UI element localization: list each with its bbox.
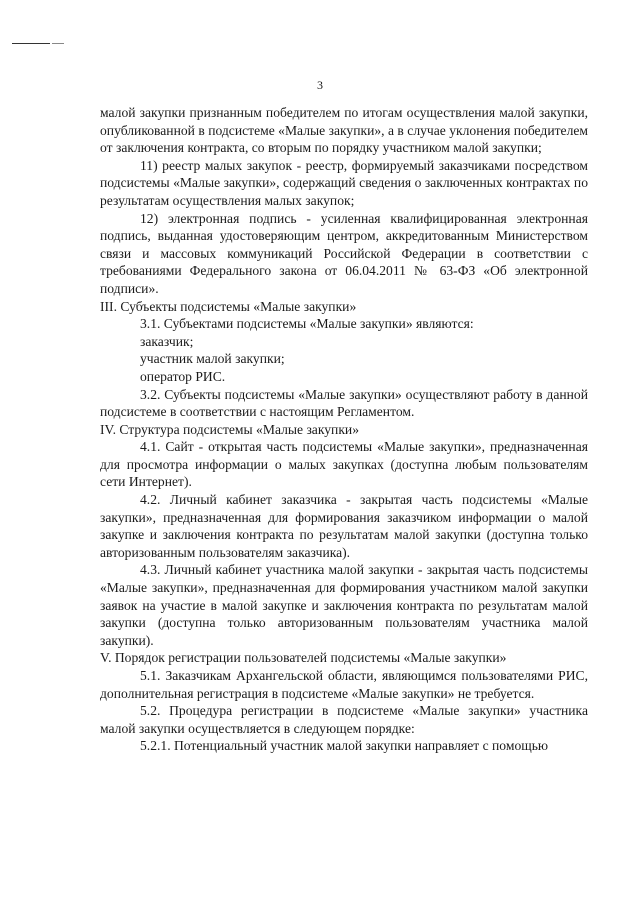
document-body: [100, 104, 588, 755]
paragraph-3-1: 3.1. Субъектами подсистемы «Малые закупки» являются:: [140, 316, 474, 332]
paragraph-5-2: 5.2. Процедура регистрации в подсистеме «Малые закупки» участника малой закупки осуществляется в следующем порядке:: [100, 703, 588, 736]
paragraph-5-2-1: 5.2.1. Потенциальный участник малой закупки направляет с помощью: [140, 738, 549, 754]
paragraph-item-11: 11) реестр малых закупок - реестр, формируемый заказчиками посредством подсистемы «Малые закупки», содержащий сведения о заключенных контрактах по результатам осуществления малых закупок;: [100, 157, 588, 208]
section-3-heading: III. Субъекты подсистемы «Малые закупки»: [100, 298, 357, 314]
paragraph-item-12: 12) электронная подпись - усиленная квалифицированная электронная подпись, выданная удостоверяющим центром, аккредитованным Министерством связи и массовых коммуникаций Российской Федерации в соответствии с требованиями Федерального закона от 06.04.2011 № 63-ФЗ «Об электронной подписи».: [100, 210, 588, 296]
paragraph-5-1: 5.1. Заказчикам Архангельской области, являющимся пользователями РИС, дополнительная регистрация в подсистеме «Малые закупки» не требуется.: [100, 668, 588, 701]
scan-artifact-dash: [52, 43, 64, 44]
list-item-participant: участник малой закупки;: [140, 351, 285, 367]
list-item-customer: заказчик;: [140, 333, 194, 349]
paragraph-4-2: 4.2. Личный кабинет заказчика - закрытая часть подсистемы «Малые закупки», предназначенная для формирования заказчиком информации о малой закупке и заключения контракта по результатам малой закупки (доступна только авторизованным пользователям заказчика).: [100, 492, 588, 560]
paragraph-4-1: 4.1. Сайт - открытая часть подсистемы «Малые закупки», предназначенная для просмотра информации о малых закупках (доступна любым пользователям сети Интернет).: [100, 439, 588, 490]
list-item-operator: оператор РИС.: [140, 368, 226, 384]
section-4-heading: IV. Структура подсистемы «Малые закупки»: [100, 421, 360, 437]
paragraph-continuation: малой закупки признанным победителем по итогам осуществления малой закупки, опубликованной в подсистеме «Малые закупки», а в случае уклонения победителем от заключения контракта, со вторым по порядку участником малой закупки;: [100, 105, 588, 156]
paragraph-4-3: 4.3. Личный кабинет участника малой закупки - закрытая часть подсистемы «Малые закупки», предназначенная для формирования участником малой закупки заявок на участие в малой закупке и заключения контракта по результатам малой закупки (доступна только авторизованным пользователям участника малой закупки).: [100, 562, 588, 648]
page-number: 3: [317, 78, 323, 92]
section-5-heading: V. Порядок регистрации пользователей подсистемы «Малые закупки»: [100, 650, 507, 666]
scan-artifact-line: [12, 43, 50, 44]
paragraph-3-2: 3.2. Субъекты подсистемы «Малые закупки» осуществляют работу в данной подсистеме в соответствии с настоящим Регламентом.: [100, 386, 588, 420]
